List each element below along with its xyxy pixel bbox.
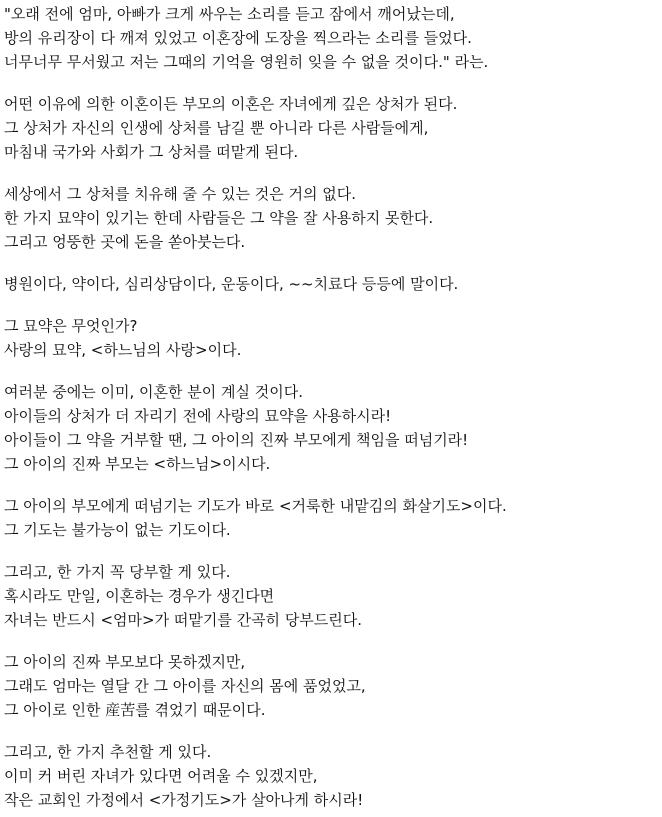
text-line: 자녀는 반드시 <엄마>가 떠맡기를 간곡히 당부드린다.	[4, 611, 363, 629]
text-line: 그 묘약은 무엇인가?	[4, 317, 138, 335]
text-line: 세상에서 그 상처를 치유해 줄 수 있는 것은 거의 없다.	[4, 185, 356, 203]
paragraph	[4, 2, 656, 74]
text-line: 너무너무 무서웠고 저는 그때의 기억을 영원히 잊을 수 없을 것이다." 라는.	[4, 53, 489, 71]
text-line: 그 기도는 불가능이 없는 기도이다.	[4, 521, 231, 539]
paragraph	[4, 182, 656, 254]
text-line: 한 가지 묘약이 있기는 한데 사람들은 그 약을 잘 사용하지 못한다.	[4, 209, 434, 227]
paragraph	[4, 380, 656, 476]
document-body	[4, 2, 656, 812]
text-line: 그리고, 한 가지 꼭 당부할 게 있다.	[4, 563, 231, 581]
paragraph	[4, 314, 656, 362]
text-line: 그 상처가 자신의 인생에 상처를 남길 뿐 아니라 다른 사람들에게,	[4, 119, 429, 137]
text-line: "오래 전에 엄마, 아빠가 크게 싸우는 소리를 듣고 잠에서 깨어났는데,	[4, 5, 455, 23]
text-line: 병원이다, 약이다, 심리상담이다, 운동이다, ~~치료다 등등에 말이다.	[4, 275, 459, 293]
text-line: 마침내 국가와 사회가 그 상처를 떠맡게 된다.	[4, 143, 299, 161]
text-line: 그리고 엉뚱한 곳에 돈을 쏟아붓는다.	[4, 233, 246, 251]
text-line: 그 아이의 진짜 부모보다 못하겠지만,	[4, 653, 246, 671]
paragraph	[4, 740, 656, 812]
paragraph	[4, 494, 656, 542]
text-line: 방의 유리장이 다 깨져 있었고 이혼장에 도장을 찍으라는 소리를 들었다.	[4, 29, 472, 47]
text-line: 그래도 엄마는 열달 간 그 아이를 자신의 몸에 품었었고,	[4, 677, 366, 695]
text-line: 이미 커 버린 자녀가 있다면 어려울 수 있겠지만,	[4, 767, 318, 785]
paragraph	[4, 560, 656, 632]
text-line: 그 아이로 인한 産苦를 겪었기 때문이다.	[4, 701, 266, 719]
text-line: 혹시라도 만일, 이혼하는 경우가 생긴다면	[4, 587, 275, 605]
text-line: 작은 교회인 가정에서 <가정기도>가 살아나게 하시라!	[4, 791, 364, 809]
text-line: 사랑의 묘약, <하느님의 사랑>이다.	[4, 341, 242, 359]
text-line: 어떤 이유에 의한 이혼이든 부모의 이혼은 자녀에게 깊은 상처가 된다.	[4, 95, 458, 113]
text-line: 아이들이 그 약을 거부할 땐, 그 아이의 진짜 부모에게 책임을 떠넘기라!	[4, 431, 469, 449]
paragraph	[4, 650, 656, 722]
text-line: 여러분 중에는 이미, 이혼한 분이 계실 것이다.	[4, 383, 303, 401]
text-line: 그 아이의 진짜 부모는 <하느님>이시다.	[4, 455, 271, 473]
text-line: 아이들의 상처가 더 자리기 전에 사랑의 묘약을 사용하시라!	[4, 407, 392, 425]
text-line: 그 아이의 부모에게 떠넘기는 기도가 바로 <거룩한 내맡김의 화살기도>이다.	[4, 497, 507, 515]
paragraph	[4, 272, 656, 296]
text-line: 그리고, 한 가지 추천할 게 있다.	[4, 743, 212, 761]
paragraph	[4, 92, 656, 164]
